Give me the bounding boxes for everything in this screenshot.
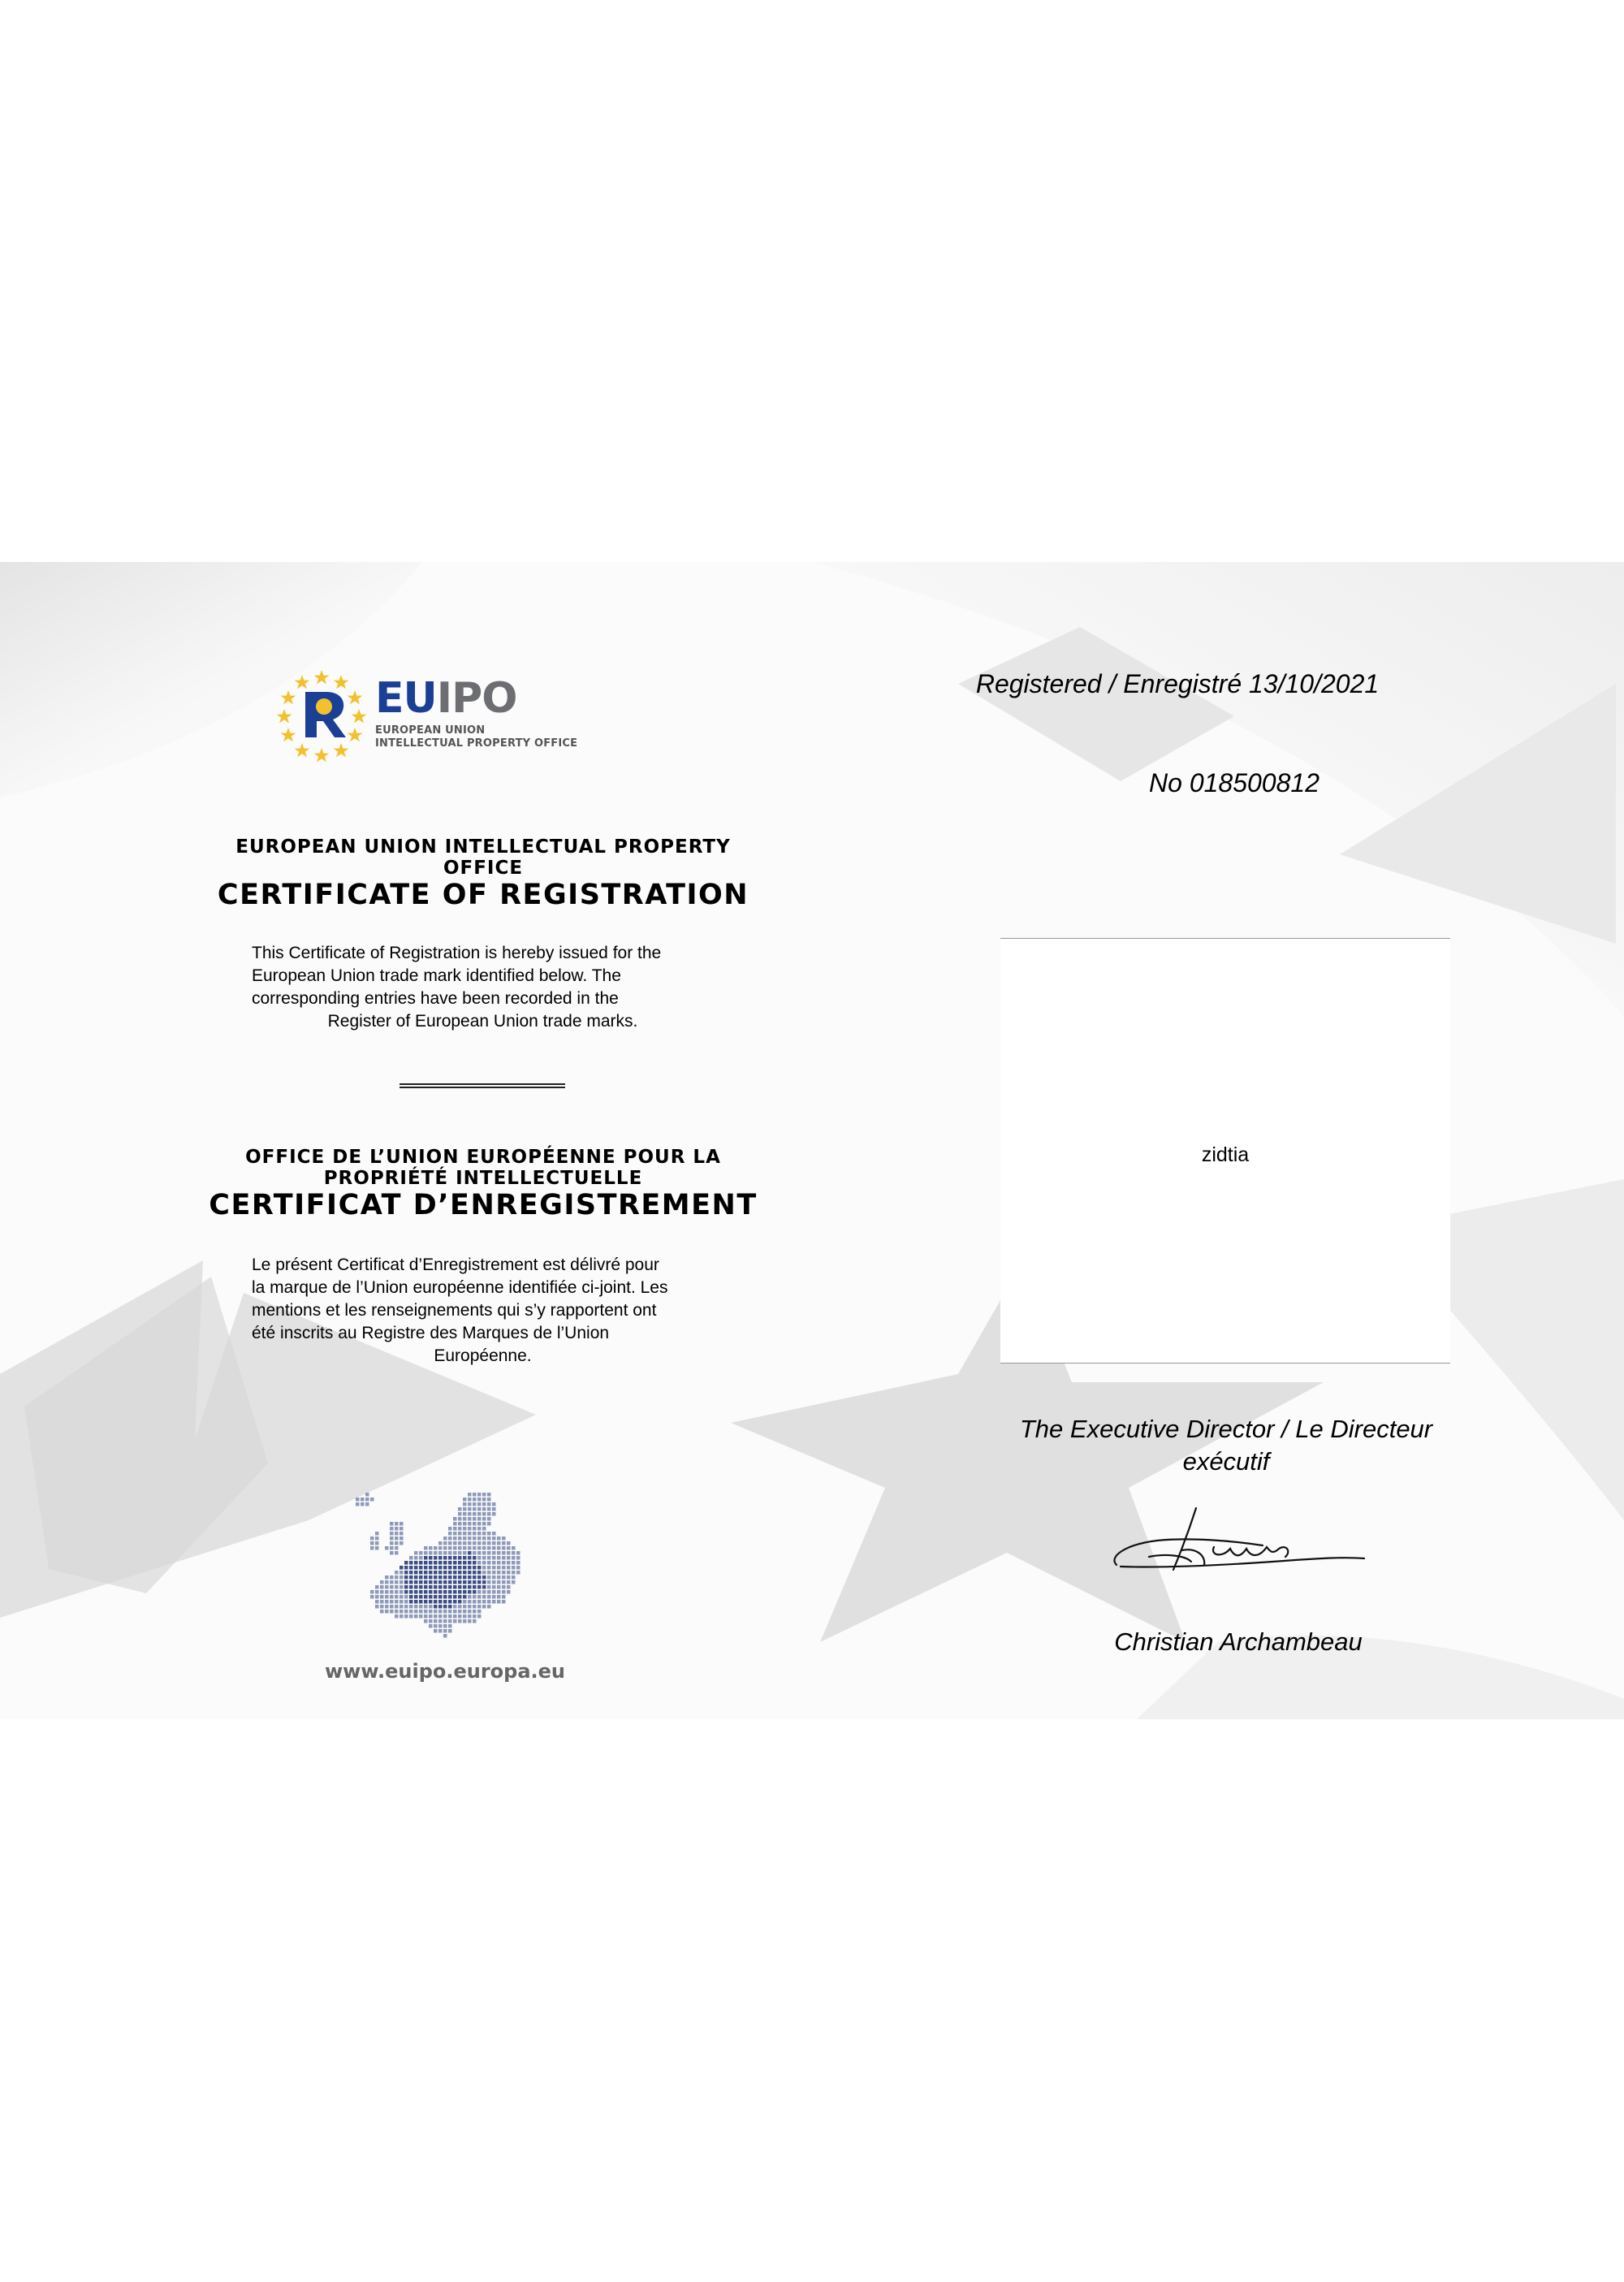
- french-heading: [187, 1147, 780, 1221]
- office-name-en: EUROPEAN UNION INTELLECTUAL PROPERTY: [235, 836, 731, 858]
- logo-wordmark: EUIPO: [375, 674, 517, 723]
- french-body: Le présent Certificat d’Enregistrement est délivré pour la marque de l’Union européenne identifiée ci-joint. Les mentions et les renseignements qui s’y rapportent ont été inscrits au Registre des Marques de l’Union Européenne.: [252, 1256, 668, 1365]
- certificate: [0, 562, 1624, 1719]
- english-body: This Certificate of Registration is hereby issued for the European Union trade mark identified below. The corresponding entries have been recorded in the Register of European Union trade marks.: [252, 944, 662, 1031]
- eu-stars-icon: [273, 666, 370, 763]
- registration-number: No 018500812: [1149, 768, 1320, 797]
- r-mark-icon: [305, 692, 346, 737]
- logo-subtitle: EUROPEAN UNION INTELLECTUAL PROPERTY OFFICE: [375, 724, 578, 750]
- registration-date: Registered / Enregistré 13/10/2021: [975, 669, 1380, 698]
- signature-graphic: [1100, 1500, 1368, 1589]
- certificate-title-fr: CERTIFICAT D’ENREGISTREMENT: [209, 1189, 758, 1221]
- office-name-en-line2: OFFICE: [443, 858, 524, 879]
- trade-mark-text: zidtia: [1201, 1143, 1250, 1166]
- section-divider: [400, 1083, 565, 1088]
- office-name-fr: OFFICE DE L’UNION EUROPÉENNE POUR LA: [245, 1147, 721, 1168]
- signer-name: Christian Archambeau: [1114, 1627, 1363, 1656]
- english-heading: [187, 836, 780, 911]
- europe-map-graphic: [351, 1488, 529, 1642]
- office-name-fr-line2: PROPRIÉTÉ INTELLECTUELLE: [323, 1168, 643, 1189]
- trade-mark-box: [1000, 938, 1450, 1364]
- certificate-title-en: CERTIFICATE OF REGISTRATION: [217, 879, 749, 911]
- euipo-logo: [273, 666, 598, 763]
- website-url[interactable]: www.euipo.europa.eu: [325, 1660, 566, 1683]
- executive-director-title: The Executive Director / Le Directeur exécutif: [1019, 1415, 1433, 1476]
